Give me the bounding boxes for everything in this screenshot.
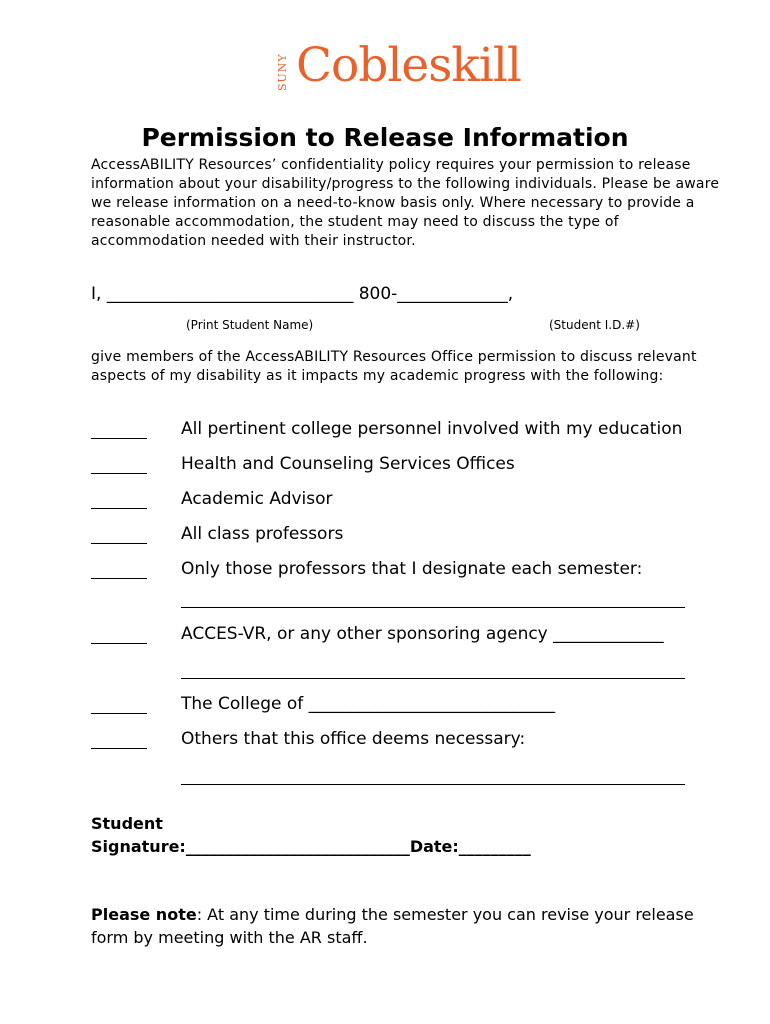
logo-suny: SUNY xyxy=(276,53,289,91)
option-check-blank[interactable] xyxy=(91,507,147,509)
option-label: All class professors xyxy=(181,524,344,544)
student-name-id-line[interactable]: I, _____________________________ 800-_____________, xyxy=(91,284,514,304)
others-fill-line[interactable] xyxy=(181,783,685,785)
note-paragraph xyxy=(91,903,731,949)
option-check-blank[interactable] xyxy=(91,577,147,579)
page-title: Permission to Release Information xyxy=(141,123,629,152)
professors-fill-line[interactable] xyxy=(181,606,685,608)
name-caption: (Print Student Name) xyxy=(186,318,314,332)
signature-block xyxy=(91,812,531,858)
signature-date-line[interactable]: Signature:____________________________Date:_________ xyxy=(91,837,531,856)
option-label: Only those professors that I designate each semester: xyxy=(181,559,643,579)
option-label: Academic Advisor xyxy=(181,489,333,509)
option-check-blank[interactable] xyxy=(91,472,147,474)
option-label: ACCES-VR, or any other sponsoring agency _____________ xyxy=(181,624,664,644)
logo-name: Cobleskill xyxy=(296,38,521,93)
option-check-blank[interactable] xyxy=(91,712,147,714)
option-check-blank[interactable] xyxy=(91,437,147,439)
note-text: : At any time during the semester you can revise your release form by meeting with the AR staff. xyxy=(91,905,694,947)
option-check-blank[interactable] xyxy=(91,747,147,749)
option-label: All pertinent college personnel involved with my education xyxy=(181,419,683,439)
option-label: Others that this office deems necessary: xyxy=(181,729,526,749)
permission-paragraph: give members of the AccessABILITY Resources Office permission to discuss relevant aspects of my disability as it impacts my academic progress with the following: xyxy=(91,349,697,384)
option-check-blank[interactable] xyxy=(91,642,147,644)
note-label: Please note xyxy=(91,905,197,924)
agency-fill-line[interactable] xyxy=(181,677,685,679)
signature-label-line1: Student xyxy=(91,814,163,833)
id-caption: (Student I.D.#) xyxy=(549,318,640,332)
option-label: Health and Counseling Services Offices xyxy=(181,454,515,474)
option-check-blank[interactable] xyxy=(91,542,147,544)
option-label: The College of _____________________________ xyxy=(181,694,556,714)
intro-paragraph: AccessABILITY Resources’ confidentiality policy requires your permission to release information about your disability/progress to the following individuals. Please be aware we release information on a need-to-know basis only. Where necessary to provide a reasonable accommodation, the student may need to discuss the type of accommodation needed with their instructor. xyxy=(91,157,720,249)
